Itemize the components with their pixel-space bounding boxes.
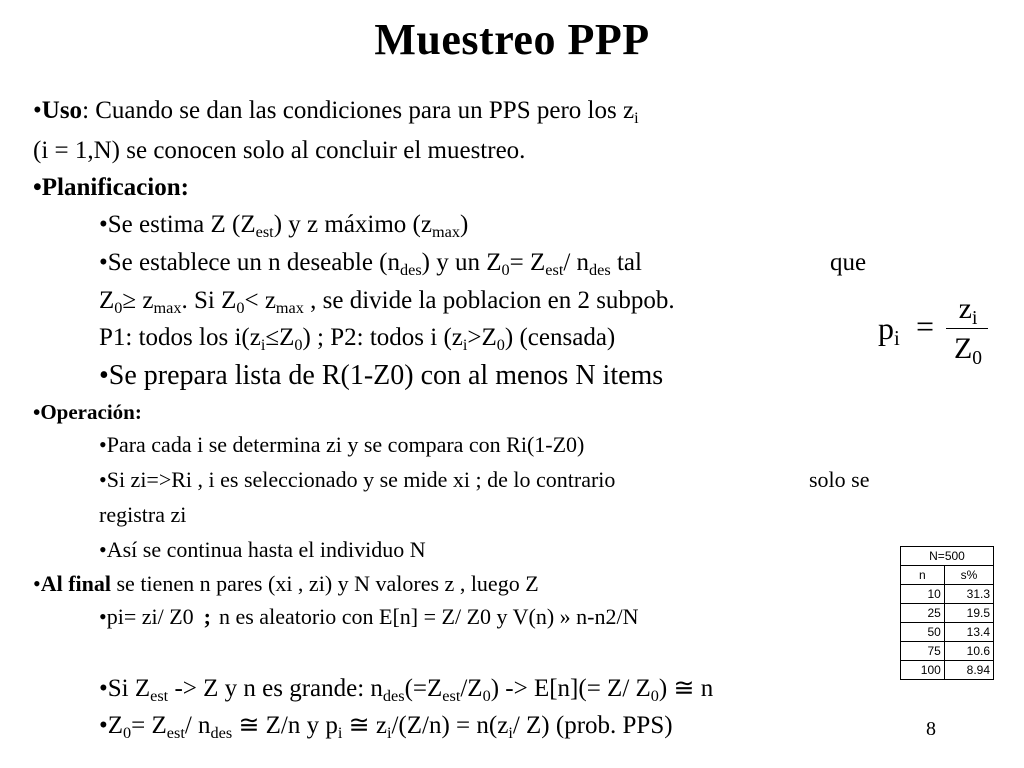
cell-s: 19.5 <box>944 604 993 623</box>
table-column-row <box>901 566 994 585</box>
fraction-bar <box>946 328 988 329</box>
cell-s: 13.4 <box>944 623 993 642</box>
sample-size-table <box>900 546 994 680</box>
oper-item-3: •Así se continua hasta el individuo N <box>99 537 426 562</box>
slide-title: Muestreo PPP <box>374 15 650 64</box>
cell-n: 50 <box>901 623 945 642</box>
table-row <box>901 585 994 604</box>
final-item-3: $•Z_0= Z_{est}/$ $n_{des}$ ≅ Z/n y $p_i$ ≅ $z_i/(Z/n) = n(z_i/$ Z) (prob. PPS) <box>99 712 673 742</box>
cell-s: 10.6 <box>944 642 993 661</box>
cell-n: 100 <box>901 661 945 680</box>
operacion-heading: •Operación: <box>33 400 142 424</box>
table-header-row <box>901 547 994 566</box>
table-row <box>901 642 994 661</box>
plan-item-2-line-3: P1: todos los $i(z_i\le Z_0)$ ; P2: todos i $(z_i>Z_0)$ (censada) <box>99 324 616 354</box>
plan-item-2: •Se establece un n deseable $(n_{des})$ y un $Z_0= Z_{est}/$ $n_{des}$ tal <box>99 249 642 279</box>
page-number: 8 <box>926 718 936 740</box>
column-s: s% <box>944 566 993 585</box>
oper-item-2-b: solo se <box>809 467 870 492</box>
oper-item-2-c: registra zi <box>99 502 187 527</box>
pi-formula <box>878 292 998 372</box>
bullet: • <box>33 97 42 124</box>
cell-n: 25 <box>901 604 945 623</box>
uso-label: Uso <box>41 97 83 124</box>
table-row <box>901 604 994 623</box>
formula-lhs: $p_i$ <box>878 310 900 351</box>
column-n: n <box>901 566 945 585</box>
final-line: •Al final se tienen n pares (xi , zi) y N valores z , luego Z <box>33 571 539 596</box>
table-row <box>901 623 994 642</box>
table-header: N=500 <box>901 547 994 566</box>
cell-s: 8.94 <box>944 661 993 680</box>
uso-line-1: •Uso: Cuando se dan las condiciones para un PPS pero los $z_i$ <box>33 97 639 127</box>
cell-n: 75 <box>901 642 945 661</box>
plan-item-3: •Se prepara lista de R(1-Z0) con al menos N items <box>99 360 664 391</box>
oper-item-2: •Si zi=>Ri , i es seleccionado y se mide xi ; de lo contrario <box>99 467 616 492</box>
final-item-2: •Si $Z_{est} -> Z$ y n es grande: $n_{des}(=Z_{est}/Z_0) -> E[n](= Z/$ $Z_0$) ≅ n <box>99 675 714 705</box>
formula-numerator: $z_i$ <box>958 292 978 329</box>
oper-item-1: •Para cada i se determina zi y se compara con Ri(1-Z0) <box>99 432 585 457</box>
uso-line-2: (i = 1,N) se conocen solo al concluir el muestreo. <box>33 137 526 164</box>
plan-item-2-line-2: $Z_0\ge z_{max}$. Si $Z_0< z_{max}$ , se divide la poblacion en 2 subpob. <box>99 287 675 317</box>
table-row <box>901 661 994 680</box>
final-item-1: •pi= zi/ Z0 ; n es aleatorio con E[n] = Z/ Z0 y V(n) » n-n2/N <box>99 604 639 629</box>
plan-item-2-que: que <box>830 249 867 276</box>
cell-s: 31.3 <box>944 585 993 604</box>
plan-item-1: •Se estima Z $(Z_{est})$ y z máximo $(z_{max})$ <box>99 211 469 241</box>
planificacion-heading: •Planificacion: <box>33 174 189 201</box>
cell-n: 10 <box>901 585 945 604</box>
formula-equals: = <box>916 308 935 344</box>
formula-denominator: $Z_0$ <box>953 332 983 369</box>
final-label: Al final <box>40 571 111 596</box>
